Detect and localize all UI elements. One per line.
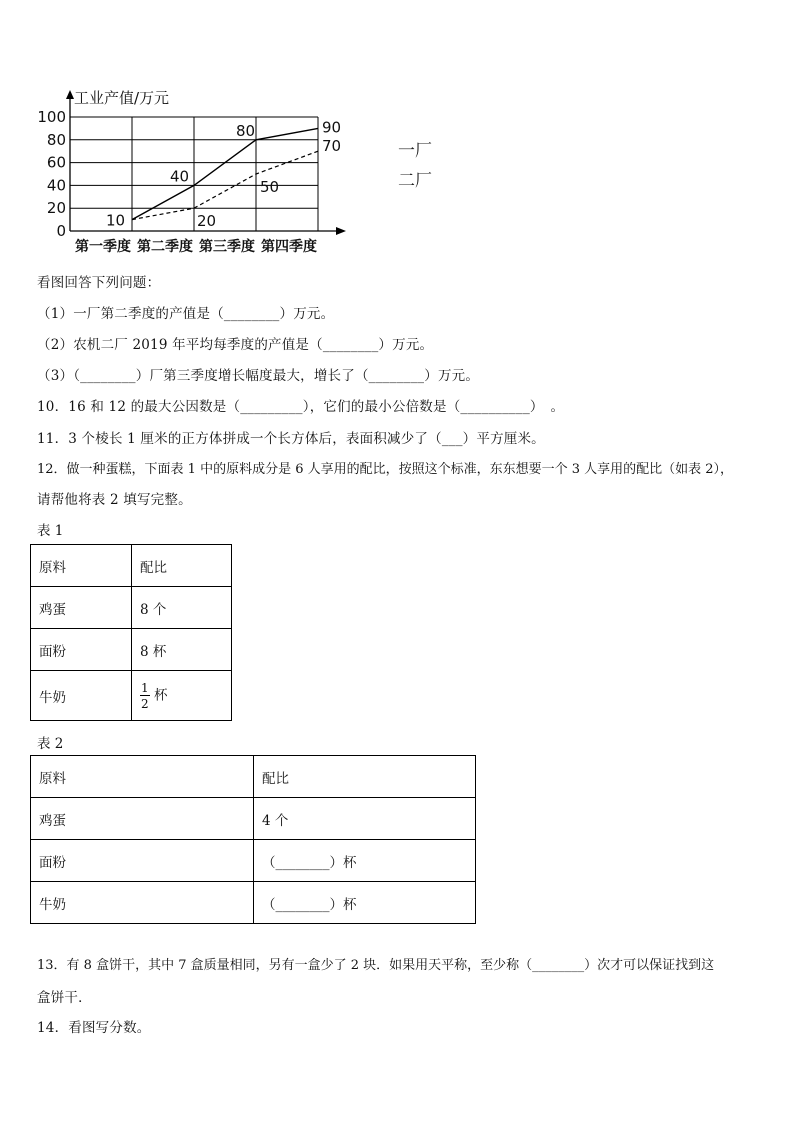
- fraction: [140, 682, 150, 710]
- x-tick-label: 第二季度: [137, 239, 193, 255]
- fraction-numerator: 1: [141, 680, 149, 695]
- question-intro: 看图回答下列问题：: [37, 275, 161, 291]
- table-2-caption: 表 2: [37, 736, 64, 752]
- table-row: [31, 840, 476, 882]
- data-label: 20: [197, 212, 217, 231]
- table-1-cell: 8 个: [132, 587, 232, 629]
- x-tick-label: 第四季度: [261, 239, 317, 255]
- table-2-cell: 鸡蛋: [31, 798, 254, 840]
- table-row: [31, 587, 232, 629]
- data-label: 90: [322, 118, 342, 137]
- table-1-cell: 牛奶: [31, 671, 132, 721]
- y-tick-label: 20: [46, 199, 66, 218]
- table-1-cell-fraction: [132, 671, 232, 721]
- x-axis-arrow: [336, 227, 346, 235]
- y-axis-arrow: [66, 90, 74, 99]
- table-row: [31, 882, 476, 924]
- y-tick-label: 80: [46, 130, 66, 149]
- table-row: [31, 629, 232, 671]
- data-label: 70: [322, 137, 342, 156]
- question-2: （2）农机二厂 2019 年平均每季度的产值是（________）万元。: [37, 337, 434, 353]
- table-2-cell: 牛奶: [31, 882, 254, 924]
- data-label: 10: [106, 211, 126, 230]
- y-tick-label: 60: [46, 153, 66, 172]
- y-axis-label: 工业产值/万元: [74, 89, 170, 107]
- table-2: [30, 755, 476, 924]
- table-2-cell: 4 个: [254, 798, 476, 840]
- legend-factory-2: 二厂: [398, 171, 432, 191]
- question-13-line-2: 盒饼干．: [37, 990, 92, 1006]
- table-1: [30, 544, 232, 721]
- question-1: （1）一厂第二季度的产值是（________）万元。: [37, 306, 335, 322]
- table-1-header-ratio: 配比: [132, 545, 232, 587]
- table-row: [31, 756, 476, 798]
- x-tick-label: 第一季度: [75, 239, 131, 255]
- data-label: 80: [236, 121, 256, 140]
- question-14: 14．看图写分数。: [37, 1020, 151, 1036]
- table-1-cell: 面粉: [31, 629, 132, 671]
- fraction-denominator: 2: [141, 696, 149, 711]
- table-2-header-ratio: 配比: [254, 756, 476, 798]
- fraction-unit: 杯: [153, 687, 168, 703]
- y-tick-label: 0: [56, 222, 66, 240]
- table-2-cell-blank: （________）杯: [254, 840, 476, 882]
- question-12-line-2: 请帮他将表 2 填写完整。: [37, 492, 192, 508]
- table-2-header-ingredient: 原料: [31, 756, 254, 798]
- line-chart: [30, 82, 390, 262]
- legend-factory-1: 一厂: [398, 141, 432, 161]
- data-label: 50: [260, 178, 280, 196]
- table-2-cell-blank: （________）杯: [254, 882, 476, 924]
- y-tick-label: 40: [46, 176, 66, 195]
- table-row: [31, 671, 232, 721]
- table-1-header-ingredient: 原料: [31, 545, 132, 587]
- x-tick-label: 第三季度: [199, 239, 255, 255]
- question-3: （3）（________）厂第三季度增长幅度最大，增长了（________）万元。: [37, 368, 480, 384]
- series-line-factory-1: [132, 128, 318, 219]
- data-label: 40: [170, 167, 190, 186]
- table-1-caption: 表 1: [37, 523, 64, 539]
- y-tick-label: 100: [37, 108, 66, 126]
- question-12-line-1: 12．做一种蛋糕，下面表 1 中的原料成分是 6 人享用的配比，按照这个标准，东东想要一个 3 人享用的配比（如表 2），: [37, 462, 734, 477]
- table-2-cell: 面粉: [31, 840, 254, 882]
- table-row: [31, 545, 232, 587]
- question-11: 11．3 个棱长 1 厘米的正方体拼成一个长方体后，表面积减少了（___）平方厘米。: [37, 431, 545, 447]
- question-10: 10．16 和 12 的最大公因数是（_________），它们的最小公倍数是（__________） 。: [37, 399, 565, 415]
- table-row: [31, 798, 476, 840]
- table-1-cell: 8 杯: [132, 629, 232, 671]
- table-1-cell: 鸡蛋: [31, 587, 132, 629]
- question-13-line-1: 13．有 8 盒饼干，其中 7 盒质量相同，另有一盒少了 2 块．如果用天平称，至少称（________）次才可以保证找到这: [37, 958, 715, 973]
